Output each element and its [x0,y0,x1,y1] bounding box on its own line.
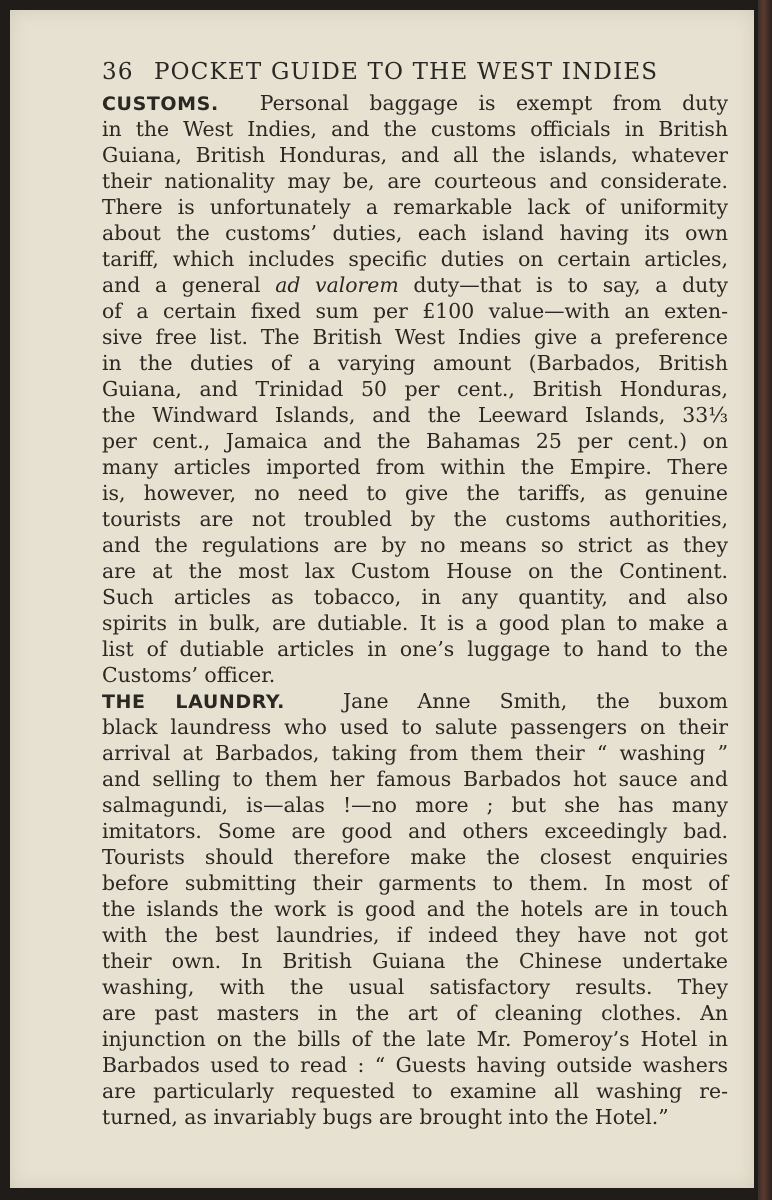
text-line: of a certain fixed sum per £100 value—with an exten- [102,299,728,323]
text-line: Barbados used to read : “ Guests having outside washers [102,1053,728,1077]
text-run: Personal baggage is exempt from duty [259,91,728,115]
text-run: Jane Anne Smith, the buxom [343,689,728,713]
text-line: and the regulations are by no means so strict as they [102,533,728,557]
text-line: their nationality may be, are courteous and considerate. [102,169,728,193]
laundry-heading: THE LAUNDRY. [102,691,285,713]
text-line: about the customs’ duties, each island having its own [102,221,728,245]
page-number: 36 [102,59,134,85]
text-line: many articles imported from within the Empire. There [102,455,728,479]
book-edge [758,0,772,1200]
laundry-paragraph [102,688,728,1130]
text-line: imitators. Some are good and others exceedingly bad. [102,819,728,843]
italic-term: ad valorem [275,273,399,297]
text-line: their own. In British Guiana the Chinese undertake [102,949,728,973]
text-line: washing, with the usual satisfactory results. They [102,975,728,999]
text-line: and selling to them her famous Barbados hot sauce and [102,767,728,791]
text-line: the Windward Islands, and the Leeward Islands, 33⅓ [102,403,728,427]
text-line: There is unfortunately a remarkable lack of uniformity [102,195,728,219]
text-line: Customs’ officer. [102,663,276,687]
text-line: per cent., Jamaica and the Bahamas 25 per cent.) on [102,429,728,453]
book-page [10,10,754,1188]
text-line: are at the most lax Custom House on the Continent. [102,559,728,583]
text-line: are particularly requested to examine all washing re- [102,1079,728,1103]
text-run: and a general [102,273,261,297]
text-line: with the best laundries, if indeed they have not got [102,923,728,947]
text-line: salmagundi, is—alas !—no more ; but she has many [102,793,728,817]
running-head [102,54,728,90]
text-line: turned, as invariably bugs are brought into the Hotel.” [102,1105,669,1129]
text-run: duty—that is to say, a duty [413,273,728,297]
text-line: tariff, which includes specific duties on certain articles, [102,247,728,271]
text-line: before submitting their garments to them. In most of [102,871,728,895]
text-line: Such articles as tobacco, in any quantity, and also [102,585,728,609]
text-line: are past masters in the art of cleaning clothes. An [102,1001,728,1025]
text-line [102,688,728,714]
text-line: spirits in bulk, are dutiable. It is a good plan to make a [102,611,728,635]
customs-paragraph [102,90,728,688]
running-title: POCKET GUIDE TO THE WEST INDIES [154,59,659,85]
text-line: black laundress who used to salute passengers on their [102,715,728,739]
text-line: Guiana, British Honduras, and all the islands, whatever [102,143,728,167]
text-line: in the duties of a varying amount (Barbados, British [102,351,728,375]
text-line: Guiana, and Trinidad 50 per cent., British Honduras, [102,377,728,401]
text-line: the islands the work is good and the hotels are in touch [102,897,728,921]
text-line: list of dutiable articles in one’s luggage to hand to the [102,637,728,661]
text-line: in the West Indies, and the customs officials in British [102,117,728,141]
page-text-block [102,54,728,1130]
text-line: injunction on the bills of the late Mr. Pomeroy’s Hotel in [102,1027,728,1051]
text-line: is, however, no need to give the tariffs, as genuine [102,481,728,505]
text-line: tourists are not troubled by the customs authorities, [102,507,728,531]
text-line [102,272,728,298]
text-line: sive free list. The British West Indies give a preference [102,325,728,349]
customs-heading: CUSTOMS. [102,93,219,115]
text-line [102,90,728,116]
text-line: arrival at Barbados, taking from them their “ washing ” [102,741,728,765]
text-line: Tourists should therefore make the closest enquiries [102,845,728,869]
